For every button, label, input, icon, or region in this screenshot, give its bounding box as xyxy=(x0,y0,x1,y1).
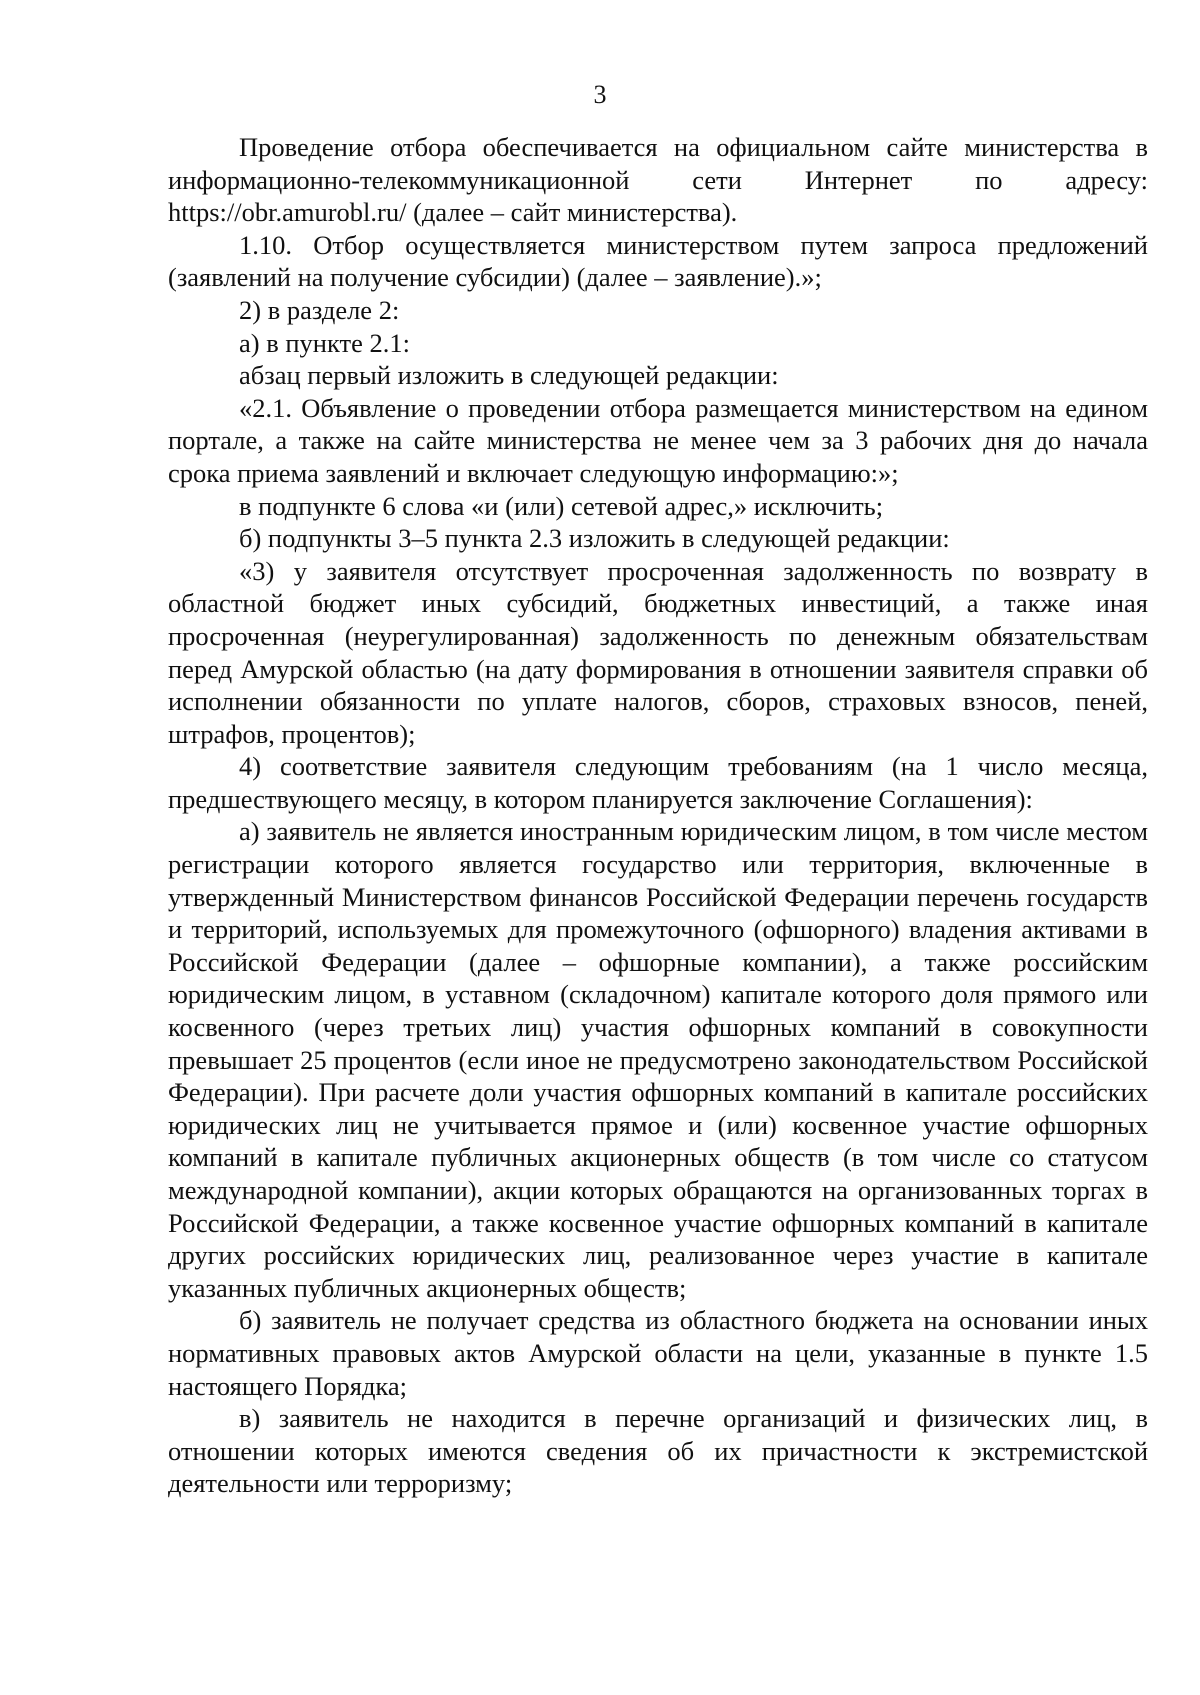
document-body xyxy=(168,131,1148,1500)
paragraph-point-2-1: а) в пункте 2.1: xyxy=(239,327,410,358)
paragraph-requirement-4a: а) заявитель не является иностранным юридическим лицом, в том числе местом регистрации которого является государство или территория, включенные в утвержденный Министерством финансов Российской Федерации перечень государств и территорий, используемых для промежуточного (офшорного) владения активами в Российской Федерации (далее – офшорные компании), а также российским юридическим лицом, в уставном (складочном) капитале которого доля прямого или косвенного (через третьих лиц) участия офшорных компаний в совокупности превышает 25 процентов (если иное не предусмотрено законодательством Российской Федерации). При расчете доли участия офшорных компаний в капитале российских юридических лиц не учитывается прямое и (или) косвенное участие офшорных компаний в капитале публичных акционерных обществ (в том числе со статусом международной компании), акции которых обращаются на организованных торгах в Российской Федерации, а также косвенное участие офшорных компаний в капитале других российских юридических лиц, реализованное через участие в капитале указанных публичных акционерных обществ; xyxy=(168,816,1148,1303)
page-number: 3 xyxy=(593,80,607,109)
paragraph-requirement-4v: в) заявитель не находится в перечне организаций и физических лиц, в отношении которых имеются сведения об их причастности к экстремистской деятельности или терроризму; xyxy=(168,1403,1148,1499)
paragraph-first-abzac: абзац первый изложить в следующей редакции: xyxy=(239,360,779,391)
paragraph-subpoints-3-5: б) подпункты 3–5 пункта 2.3 изложить в следующей редакции: xyxy=(239,523,950,554)
paragraph-announcement: «2.1. Объявление о проведении отбора размещается министерством на едином портале, а также на сайте министерства не менее чем за 3 рабочих дня до начала срока приема заявлений и включает следующую информацию:»; xyxy=(168,392,1148,488)
paragraph-subpoint-6: в подпункте 6 слова «и (или) сетевой адрес,» исключить; xyxy=(239,490,884,521)
paragraph-item-1-10: 1.10. Отбор осуществляется министерством путем запроса предложений (заявлений на получение субсидии) (далее – заявление).»; xyxy=(168,229,1148,293)
paragraph-section-2: 2) в разделе 2: xyxy=(239,294,400,325)
paragraph-requirement-4: 4) соответствие заявителя следующим требованиям (на 1 число месяца, предшествующего месяцу, в котором планируется заключение Соглашения): xyxy=(168,751,1148,814)
paragraph-requirement-4b: б) заявитель не получает средства из областного бюджета на основании иных нормативных правовых актов Амурской области на цели, указанные в пункте 1.5 настоящего Порядка; xyxy=(168,1305,1148,1401)
paragraph-site-info: Проведение отбора обеспечивается на официальном сайте министерства в информационно-телекоммуникационной сети Интернет по адресу: https://obr.amurobl.ru/ (далее – сайт министерства). xyxy=(168,132,1148,228)
paragraph-requirement-3: «3) у заявителя отсутствует просроченная задолженность по возврату в областной бюджет иных субсидий, бюджетных инвестиций, а также иная просроченная (неурегулированная) задолженность по денежным обязательствам перед Амурской областью (на дату формирования в отношении заявителя справки об исполнении обязанности по уплате налогов, сборов, страховых взносов, пеней, штрафов, процентов); xyxy=(168,555,1148,749)
